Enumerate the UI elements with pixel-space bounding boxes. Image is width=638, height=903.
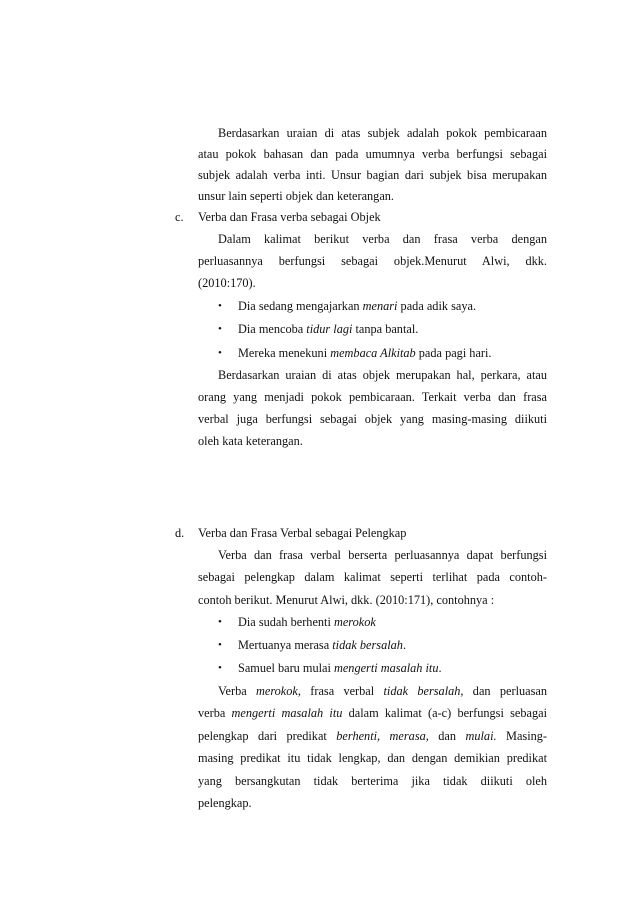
list-item: Dia mencoba tidur lagi tanpa bantal.: [238, 322, 419, 336]
paragraph-line: yang bersangkutan tidak berterima jika tidak diikuti oleh: [198, 774, 547, 788]
section-title: Verba dan Frasa verba sebagai Objek: [198, 210, 381, 224]
paragraph-line: (2010:170).: [198, 276, 256, 290]
paragraph-line: oleh kata keterangan.: [198, 434, 303, 448]
list-item: Samuel baru mulai mengerti masalah itu.: [238, 661, 442, 675]
list-item: Dia sudah berhenti merokok: [238, 615, 376, 629]
list-item: Mereka menekuni membaca Alkitab pada pagi hari.: [238, 346, 492, 360]
paragraph-line: orang yang menjadi pokok pembicaraan. Terkait verba dan frasa: [198, 390, 547, 404]
paragraph-line: perluasannya berfungsi sebagai objek.Menurut Alwi, dkk.: [198, 254, 547, 268]
bullet-icon: •: [218, 300, 222, 312]
paragraph-line: Verba merokok, frasa verbal tidak bersalah, dan perluasan: [218, 684, 547, 698]
paragraph-line: atau pokok bahasan dan pada umumnya verba berfungsi sebagai: [198, 147, 547, 161]
paragraph-line: Verba dan frasa verbal berserta perluasannya dapat berfungsi: [218, 548, 547, 562]
section-title: Verba dan Frasa Verbal sebagai Pelengkap: [198, 526, 407, 540]
paragraph-line: masing predikat itu tidak lengkap, dan dengan demikian predikat: [198, 751, 547, 765]
paragraph-line: Berdasarkan uraian di atas subjek adalah pokok pembicaraan: [218, 126, 547, 140]
bullet-icon: •: [218, 347, 222, 359]
section-heading-c: [175, 210, 547, 224]
paragraph-line: Berdasarkan uraian di atas objek merupakan hal, perkara, atau: [218, 368, 547, 382]
paragraph-line: verba mengerti masalah itu dalam kalimat (a-c) berfungsi sebagai: [198, 706, 547, 720]
bullet-icon: •: [218, 616, 222, 628]
section-heading-d: [175, 526, 547, 540]
paragraph-line: subjek adalah verba inti. Unsur bagian dari subjek bisa merupakan: [198, 168, 547, 182]
paragraph-line: contoh berikut. Menurut Alwi, dkk. (2010:171), contohnya :: [198, 593, 495, 607]
paragraph-line: pelengkap.: [198, 796, 252, 810]
paragraph-line: Dalam kalimat berikut verba dan frasa verba dengan: [218, 232, 547, 246]
bullet-icon: •: [218, 639, 222, 651]
section-marker: c.: [175, 210, 184, 224]
list-item: Dia sedang mengajarkan menari pada adik saya.: [238, 299, 477, 313]
bullet-icon: •: [218, 323, 222, 335]
paragraph-line: sebagai pelengkap dalam kalimat seperti terlihat pada contoh-: [198, 570, 547, 584]
section-marker: d.: [175, 526, 185, 540]
paragraph-line: verbal juga berfungsi sebagai objek yang masing-masing diikuti: [198, 412, 547, 426]
list-item: Mertuanya merasa tidak bersalah.: [238, 638, 407, 652]
paragraph-line: unsur lain seperti objek dan keterangan.: [198, 189, 394, 203]
paragraph-line: pelengkap dari predikat berhenti, merasa, dan mulai. Masing-: [198, 729, 548, 743]
bullet-icon: •: [218, 662, 222, 674]
